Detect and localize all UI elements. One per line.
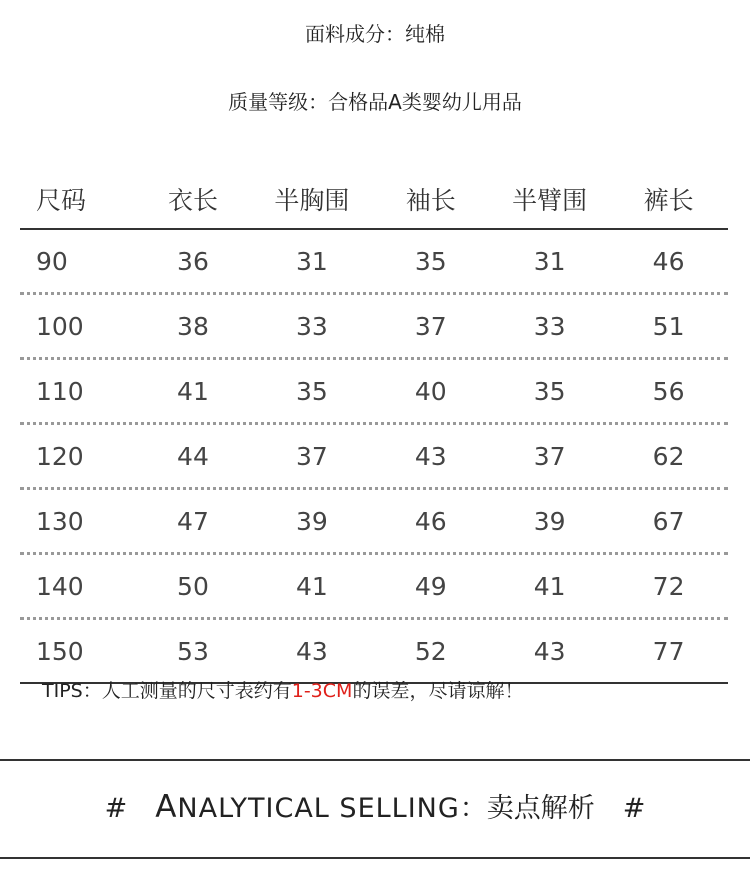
table-row — [20, 490, 728, 555]
table-cell: 37 — [295, 441, 328, 471]
table-cell: 33 — [533, 311, 566, 341]
table-cell: 49 — [414, 571, 447, 601]
table-row — [20, 620, 728, 684]
table-cell: 46 — [652, 246, 685, 276]
hash-right: # — [622, 793, 646, 824]
table-cell: 46 — [414, 506, 447, 536]
header-half-arm: 半臂围 — [512, 186, 588, 215]
heading-chinese: 卖点解析 — [486, 793, 595, 824]
table-cell: 36 — [177, 246, 209, 276]
table-cell: 35 — [414, 246, 447, 276]
table-cell: 31 — [295, 246, 328, 276]
table-row — [20, 425, 728, 490]
table-cell: 39 — [295, 506, 328, 536]
header-size: 尺码 — [36, 186, 87, 215]
header-half-chest: 半胸围 — [274, 186, 350, 215]
tips-suffix: 的误差，尽请谅解！ — [352, 680, 524, 702]
section-heading — [0, 786, 750, 825]
table-row — [20, 230, 728, 295]
heading-first-letter: A — [155, 789, 178, 825]
table-cell: 77 — [652, 636, 685, 666]
table-cell: 62 — [652, 441, 685, 471]
table-cell: 43 — [533, 636, 566, 666]
fabric-composition: 面料成分：纯棉 — [305, 22, 445, 46]
table-cell: 130 — [36, 506, 84, 536]
table-cell: 35 — [533, 376, 566, 406]
table-cell: 44 — [177, 441, 209, 471]
table-row — [20, 295, 728, 360]
header-length: 衣长 — [167, 186, 218, 215]
table-cell: 56 — [652, 376, 685, 406]
table-cell: 52 — [414, 636, 447, 666]
table-cell: 33 — [295, 311, 328, 341]
table-cell: 47 — [177, 506, 209, 536]
tips-prefix: TIPS：人工测量的尺寸表约有 — [42, 680, 292, 702]
table-cell: 140 — [36, 571, 84, 601]
divider-top — [0, 759, 750, 761]
table-cell: 67 — [652, 506, 685, 536]
table-cell: 31 — [533, 246, 566, 276]
table-cell: 150 — [36, 636, 84, 666]
divider-bottom — [0, 857, 750, 859]
table-row — [20, 555, 728, 620]
table-cell: 38 — [177, 311, 209, 341]
table-cell: 37 — [414, 311, 447, 341]
table-header — [20, 170, 728, 230]
table-cell: 120 — [36, 441, 84, 471]
table-cell: 53 — [177, 636, 209, 666]
quality-grade: 质量等级：合格品A类婴幼儿用品 — [228, 90, 522, 114]
table-cell: 35 — [295, 376, 328, 406]
table-cell: 51 — [652, 311, 685, 341]
heading-english: NALYTICAL SELLING — [177, 793, 460, 824]
table-cell: 50 — [177, 571, 209, 601]
tips-highlight: 1-3CM — [291, 680, 353, 702]
table-row — [20, 360, 728, 425]
table-cell: 41 — [177, 376, 209, 406]
table-cell: 100 — [36, 311, 84, 341]
table-cell: 43 — [414, 441, 447, 471]
table-cell: 41 — [533, 571, 566, 601]
table-cell: 72 — [652, 571, 685, 601]
table-cell: 40 — [414, 376, 447, 406]
table-cell: 37 — [533, 441, 566, 471]
table-cell: 90 — [36, 246, 68, 276]
size-table — [20, 170, 728, 684]
header-pants-length: 裤长 — [643, 186, 694, 215]
heading-separator: ： — [459, 793, 487, 824]
table-cell: 39 — [533, 506, 566, 536]
header-sleeve: 袖长 — [405, 186, 456, 215]
table-cell: 110 — [36, 376, 84, 406]
tips-note — [42, 676, 523, 703]
table-cell: 43 — [295, 636, 328, 666]
table-cell: 41 — [295, 571, 328, 601]
hash-left: # — [104, 793, 128, 824]
